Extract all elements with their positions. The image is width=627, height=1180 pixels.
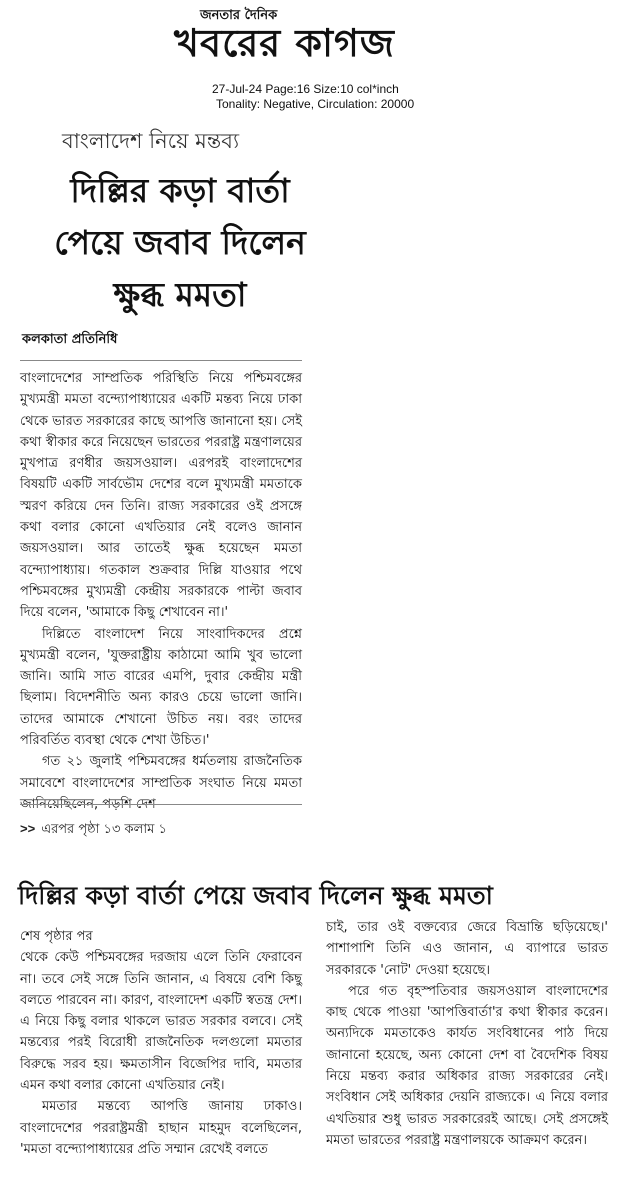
byline: কলকাতা প্রতিনিধি	[22, 332, 118, 347]
continuation-label: শেষ পৃষ্ঠার পর	[20, 929, 93, 944]
continuation-headline: দিল্লির কড়া বার্তা পেয়ে জবাব দিলেন ক্ষুব্ধ মমতা	[18, 881, 493, 910]
headline-line: ক্ষুব্ধ মমতা	[113, 275, 247, 314]
paragraph: থেকে কেউ পশ্চিমবঙ্গের দরজায় এলে তিনি ফেরাবেন না। তবে সেই সঙ্গে তিনি জানান, এ বিষয়ে বেশি কিছু বলতে পারবেন না। কারণ, বাংলাদেশ একটি স্বতন্ত্র দেশ। এ নিয়ে কিছু বলার থাকলে ভারত সরকার বলবে। সেই মন্তব্যের পরই বিরোধী রাজনৈতিক দলগুলো মমতার বিরুদ্ধে সরব হয়। ক্ষমতাসীন বিজেপির দাবি, মমতার এমন কথা বলার কোনো এখতিয়ার নেই।	[20, 950, 302, 1094]
jump-text: এরপর পৃষ্ঠা ১৩ কলাম ১	[41, 822, 167, 837]
paragraph: গত ২১ জুলাই পশ্চিমবঙ্গের ধর্মতলায় রাজনৈতিক সমাবেশে বাংলাদেশের সাম্প্রতিক সংঘাত নিয়ে মমতা জানিয়েছিলেন, পড়শি দেশ	[20, 754, 302, 812]
jump-line	[20, 820, 167, 841]
continuation-column-right	[326, 917, 608, 1151]
masthead-tagline: জনতার দৈনিক	[200, 8, 278, 23]
paragraph: পরে গত বৃহস্পতিবার জয়সওয়াল বাংলাদেশের কাছ থেকে পাওয়া 'আপত্তিবার্তা'র কথা স্বীকার করেন। অন্যদিকে মমতাকেও কার্যত সংবিধানের পাঠ দিয়ে জানানো হয়েছে, অন্য কোনো দেশ বা বৈদেশিক বিষয় নিয়ে মন্তব্য করার অধিকার রাজ্য সরকারের নেই। সংবিধান সেই অধিকার দেয়নি রাজ্যকে। এ নিয়ে বলার এখতিয়ার শুধু ভারত সরকারেরই আছে। সেই প্রসঙ্গেই মমতা ভারতের পররাষ্ট্র মন্ত্রণালয়কে আক্রমণ করেন।	[326, 983, 608, 1148]
article-kicker: বাংলাদেশ নিয়ে মন্তব্য	[62, 129, 240, 153]
divider	[20, 360, 302, 361]
article-body	[20, 368, 302, 815]
newspaper-title: খবরের কাগজ	[174, 21, 395, 65]
clip-meta-tonality: Tonality: Negative, Circulation: 20000	[216, 97, 415, 111]
paragraph: চাই, তার ওই বক্তব্যের জেরে বিভ্রান্তি ছড়িয়েছে।' পাশাপাশি তিনি এও জানান, এ ব্যাপারে ভারত সরকারকে 'নোট' দেওয়া হয়েছে।	[326, 920, 608, 978]
headline-line: পেয়ে জবাব দিলেন	[54, 223, 306, 262]
paragraph: দিল্লিতে বাংলাদেশ নিয়ে সাংবাদিকদের প্রশ্নে মুখ্যমন্ত্রী বলেন, 'যুক্তরাষ্ট্রীয় কাঠামো আমি খুব ভালো জানি। আমি সাত বারের এমপি, দুবার কেন্দ্রীয় মন্ত্রী ছিলাম। বিদেশনীতি অন্য কারও চেয়ে ভালো জানি। তাদের আমাকে শেখানো উচিত নয়। বরং তাদের পরিবর্তিত ব্যবস্থা থেকে শেখা উচিত।'	[20, 626, 302, 749]
masthead	[0, 0, 627, 112]
jump-arrow-icon: >>	[20, 821, 36, 836]
paragraph: মমতার মন্তব্যে আপত্তি জানায় ঢাকাও। বাংলাদেশের পররাষ্ট্রমন্ত্রী হাছান মাহমুদ বলেছিলেন, 'মমতা বন্দ্যোপাধ্যায়ের প্রতি সম্মান রেখেই বলতে	[20, 1099, 302, 1157]
clip-meta-date-page: 27-Jul-24 Page:16 Size:10 col*inch	[212, 82, 399, 96]
divider	[20, 804, 302, 805]
continuation-column-left	[20, 926, 302, 1160]
paragraph: বাংলাদেশের সাম্প্রতিক পরিস্থিতি নিয়ে পশ্চিমবঙ্গের মুখ্যমন্ত্রী মমতা বন্দ্যোপাধ্যায়ের একটি মন্তব্য নিয়ে ঢাকা থেকে ভারত সরকারের কাছে আপত্তি জানানো হয়। সেই কথা স্বীকার করে নিয়েছেন ভারতের পররাষ্ট্র মন্ত্রণালয়ের মুখপাত্র রণধীর জয়সওয়াল। এরপরই বাংলাদেশের বিষয়টি একটি সার্বভৌম দেশের বলে মুখ্যমন্ত্রী মমতাকে স্মরণ করিয়ে দেন তিনি। রাজ্য সরকারের ওই প্রসঙ্গে কথা বলার কোনো এখতিয়ার নেই বলেও জানান জয়সওয়াল। আর তাতেই ক্ষুব্ধ হয়েছেন মমতা বন্দ্যোপাধ্যায়। গতকাল শুক্রবার দিল্লি যাওয়ার পথে পশ্চিমবঙ্গের মুখ্যমন্ত্রী কেন্দ্রীয় সরকারকে পাল্টা জবাব দিয়ে বলেন, 'আমাকে কিছু শেখাবেন না।'	[20, 371, 302, 621]
article-headline	[30, 165, 330, 321]
headline-line: দিল্লির কড়া বার্তা	[70, 171, 290, 210]
